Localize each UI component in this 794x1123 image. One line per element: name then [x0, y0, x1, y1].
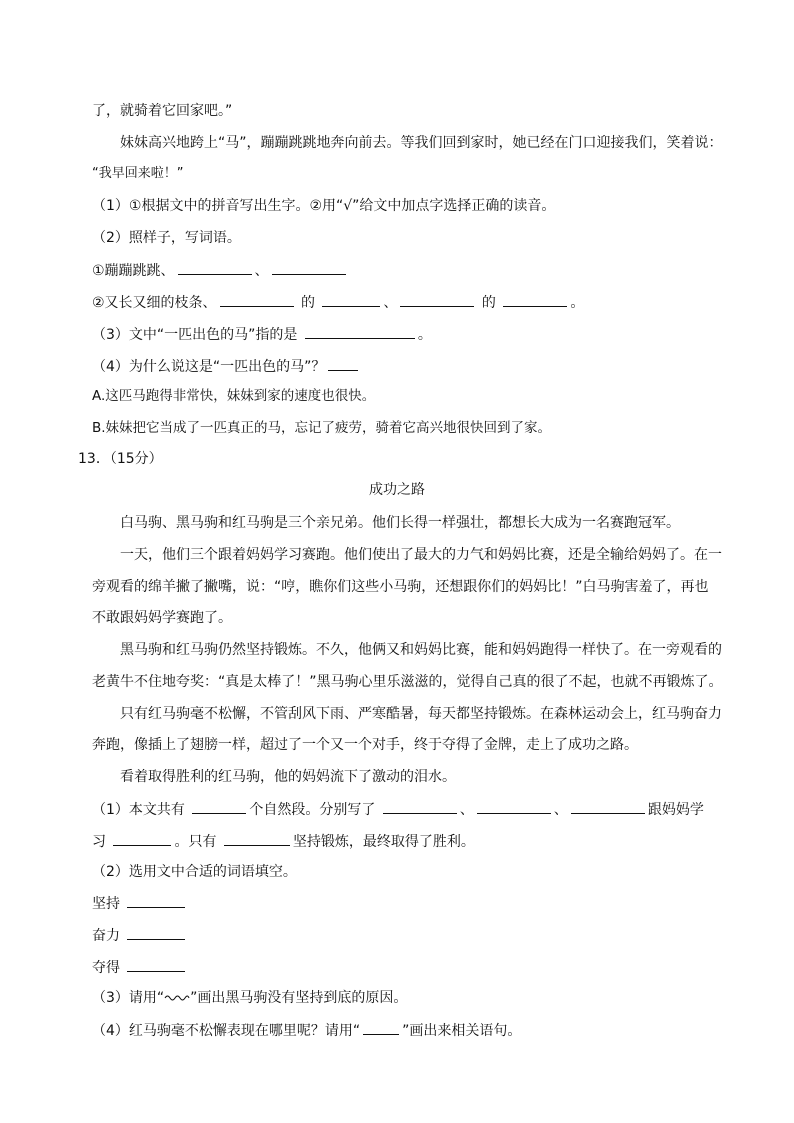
question-13-sub1	[92, 799, 704, 820]
question-13-sub1-cont	[92, 831, 475, 852]
example-row-1	[92, 260, 349, 281]
question-text: ”画出黑马驹没有坚持到底的原因。	[190, 990, 408, 1006]
period: 。	[570, 295, 585, 311]
answer-blank[interactable]	[305, 324, 415, 339]
word-label: 坚持	[92, 896, 120, 912]
answer-blank[interactable]	[127, 925, 185, 940]
passage-line: “我早回来啦！”	[92, 166, 184, 181]
question-text: 个自然段。分别写了	[249, 802, 376, 818]
period: 。	[417, 327, 432, 343]
question-13-sub4	[92, 1020, 521, 1041]
wavy-underline-icon	[164, 994, 190, 1002]
word-label: 奋力	[92, 928, 120, 944]
answer-blank[interactable]	[220, 292, 294, 307]
question-text: ”画出来相关语句。	[402, 1023, 522, 1039]
separator: 、	[254, 263, 269, 279]
answer-blank[interactable]	[328, 356, 358, 371]
word-label: 夺得	[92, 960, 120, 976]
answer-blank[interactable]	[224, 831, 290, 846]
answer-blank[interactable]	[192, 799, 246, 814]
option-a: A.这匹马跑得非常快，妹妹到家的速度也很快。	[92, 388, 376, 404]
question-13-sub3	[92, 988, 407, 1008]
example-text: ①蹦蹦跳跳、	[92, 263, 175, 279]
answer-blank[interactable]	[322, 292, 380, 307]
example-row-2	[92, 292, 584, 313]
paragraph: 看着取得胜利的红马驹，他的妈妈流下了激动的泪水。	[120, 769, 456, 785]
word-fill-row	[92, 893, 188, 914]
separator: 、	[383, 295, 398, 311]
paragraph-line: 奔跑，像插上了翅膀一样，超过了一个又一个对手，终于夺得了金牌，走上了成功之路。	[92, 737, 638, 753]
answer-blank[interactable]	[272, 260, 346, 275]
de-char: 的	[481, 295, 496, 311]
passage-line: 妹妹高兴地跨上“马”，蹦蹦跳跳地奔向前去。等我们回到家时，她已经在门口迎接我们，笑着说：	[120, 135, 723, 151]
question-text: 坚持锻炼，最终取得了胜利。	[292, 834, 475, 850]
answer-blank[interactable]	[571, 799, 645, 814]
answer-blank[interactable]	[127, 893, 185, 908]
option-b: B.妹妹把它当成了一匹真正的马，忘记了疲劳，骑着它高兴地很快回到了家。	[92, 420, 552, 436]
question-text: （4）红马驹毫不松懈表现在哪里呢？请用“	[92, 1023, 361, 1039]
paragraph-line: 旁观看的绵羊撇了撇嘴，说：“哼，瞧你们这些小马驹，还想跟你们的妈妈比！”白马驹害羞了，再也	[92, 579, 709, 595]
separator: 、	[553, 802, 568, 818]
paragraph: 只有红马驹毫不松懈，不管刮风下雨、严寒酷暑，每天都坚持锻炼。在森林运动会上，红马驹奋力	[120, 706, 722, 722]
answer-blank[interactable]	[127, 957, 185, 972]
paragraph-line: 不敢跟妈妈学赛跑了。	[92, 610, 232, 626]
answer-blank[interactable]	[477, 799, 551, 814]
answer-blank[interactable]	[503, 292, 567, 307]
question-text: 习	[92, 834, 106, 850]
answer-blank[interactable]	[178, 260, 252, 275]
question-12-sub1: （1）①根据文中的拼音写出生字。②用“√”给文中加点字选择正确的读音。	[92, 198, 556, 214]
underline-sample	[363, 1020, 399, 1035]
answer-blank[interactable]	[383, 799, 457, 814]
question-12-sub2: （2）照样子，写词语。	[92, 230, 241, 246]
question-text: （3）文中“一匹出色的马”指的是	[92, 327, 298, 343]
answer-blank[interactable]	[113, 831, 171, 846]
question-text: （3）请用“	[92, 990, 165, 1006]
paragraph: 一天，他们三个跟着妈妈学习赛跑。他们使出了最大的力气和妈妈比赛，还是全输给妈妈了。在一	[120, 547, 722, 563]
de-char: 的	[301, 295, 316, 311]
passage-title: 成功之路	[369, 482, 425, 498]
word-fill-row	[92, 925, 188, 946]
passage-line: 了，就骑着它回家吧。”	[92, 103, 233, 119]
question-text: （4）为什么说这是“一匹出色的马”？	[92, 359, 326, 375]
question-13-header: 13．（15分）	[78, 451, 163, 467]
separator: 、	[459, 802, 474, 818]
answer-blank[interactable]	[400, 292, 474, 307]
question-12-sub4	[92, 356, 361, 377]
question-text: （1）本文共有	[92, 802, 185, 818]
paragraph: 白马驹、黑马驹和红马驹是三个亲兄弟。他们长得一样强壮，都想长大成为一名赛跑冠军。	[120, 515, 680, 531]
example-text: ②又长又细的枝条、	[92, 295, 217, 311]
question-13-sub2: （2）选用文中合适的词语填空。	[92, 864, 297, 880]
word-fill-row	[92, 957, 188, 978]
question-text: 跟妈妈学	[647, 802, 704, 818]
question-text: 。只有	[174, 834, 217, 850]
paragraph: 黑马驹和红马驹仍然坚持锻炼。不久，他俩又和妈妈比赛，能和妈妈跑得一样快了。在一旁观看的	[120, 642, 722, 658]
paragraph-line: 老黄牛不住地夸奖：“真是太棒了！”黑马驹心里乐滋滋的，觉得自己真的很了不起，也就不再锻炼了。	[92, 674, 723, 690]
question-12-sub3	[92, 324, 432, 345]
